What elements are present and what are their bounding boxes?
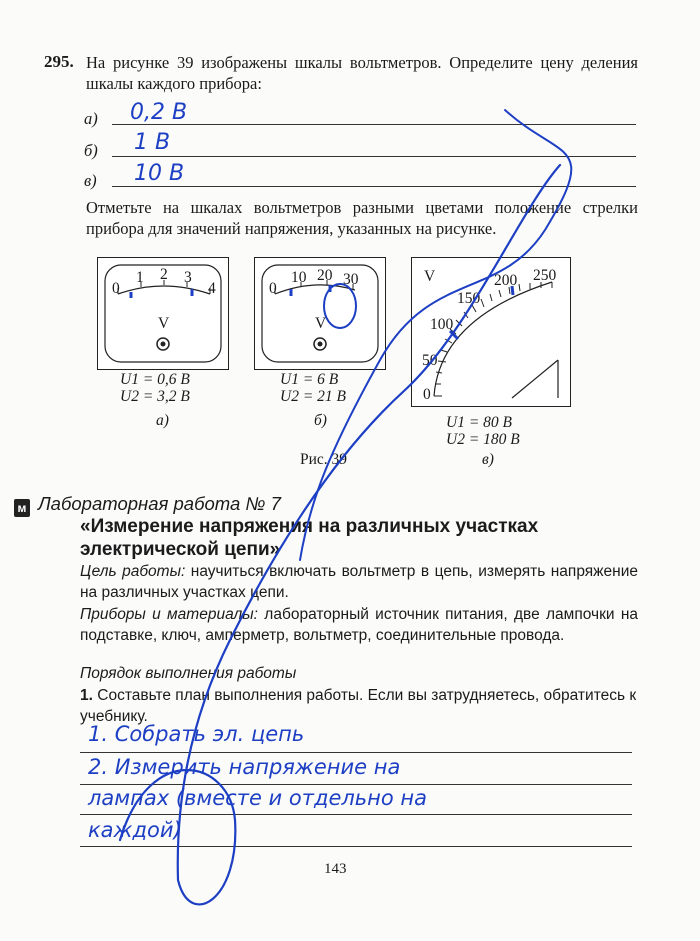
voltage-u1: U1 = 0,6 В (120, 371, 190, 388)
meter-label: а) (156, 412, 169, 429)
goal-text: научиться включать вольтметр в цепь, измерять напряжение на различных участках цепи. (80, 563, 638, 601)
handwritten-answer: 1 В (134, 130, 171, 155)
tick-label: 50 (422, 352, 438, 369)
tick-label: 150 (457, 290, 481, 307)
tick-label: 1 (136, 269, 144, 286)
answer-label: а) (84, 109, 98, 128)
answer-label: в) (84, 171, 97, 190)
figure-caption: Рис. 39 (300, 451, 348, 468)
step-text: Составьте план выполнения работы. Если вы затрудняетесь, обратитесь к учебнику. (80, 687, 637, 725)
tick-label: 2 (160, 266, 168, 283)
step-number: 1. (80, 687, 93, 704)
tick-label: 0 (423, 386, 431, 403)
page-number: 143 (324, 861, 347, 877)
tick-label: 30 (343, 271, 359, 288)
unit-label: V (315, 315, 327, 332)
lab-title-line2: электрической цепи» (80, 539, 281, 560)
handwritten-line-4: каждой) (88, 818, 182, 842)
handwritten-answer: 10 В (134, 161, 185, 186)
tick-label: 20 (317, 267, 333, 284)
materials-text: лабораторный источник питания, две лампочки на подставке, ключ, амперметр, вольтметр, соединительные провода. (80, 606, 638, 644)
materials-label: Приборы и материалы: (80, 606, 258, 623)
tick-label: 4 (208, 280, 216, 297)
unit-label: V (158, 315, 170, 332)
handwritten-answer: 0,2 В (130, 100, 188, 125)
voltage-u1: U1 = 6 В (280, 371, 339, 388)
task-number: 295. (44, 52, 74, 71)
tick-label: 250 (533, 267, 557, 284)
tick-label: 3 (184, 269, 192, 286)
lab-badge: м (14, 499, 30, 517)
voltage-u2: U2 = 180 В (446, 431, 520, 448)
goal-label: Цель работы: (80, 563, 186, 580)
tick-label: 100 (430, 316, 454, 333)
voltage-u2: U2 = 21 В (280, 388, 346, 405)
lab-heading: Лабораторная работа № 7 (38, 493, 281, 514)
handwritten-line-1: 1. Собрать эл. цепь (88, 722, 305, 746)
voltage-u2: U2 = 3,2 В (120, 388, 190, 405)
meter-label: б) (314, 412, 327, 429)
voltage-u1: U1 = 80 В (446, 414, 512, 431)
task-instruction: Отметьте на шкалах вольтметров разными цветами положение стрелки прибора для значений напряжения, указанных на рисунке. (86, 198, 638, 238)
tick-label: 0 (112, 280, 120, 297)
answer-label: б) (84, 141, 98, 160)
handwritten-line-2: 2. Измерить напряжение на (88, 755, 401, 779)
tick-label: 200 (494, 272, 518, 289)
task-question: На рисунке 39 изображены шкалы вольтметров. Определите цену деления шкалы каждого прибора: (86, 53, 638, 93)
tick-label: 10 (291, 269, 307, 286)
procedure-label: Порядок выполнения работы (80, 665, 297, 682)
handwritten-line-3: лампах (вместе и отдельно на (88, 786, 428, 810)
unit-label: V (424, 268, 436, 285)
tick-label: 0 (269, 280, 277, 297)
lab-title-line1: «Измерение напряжения на различных участках (80, 516, 539, 537)
meter-label: в) (482, 451, 494, 468)
